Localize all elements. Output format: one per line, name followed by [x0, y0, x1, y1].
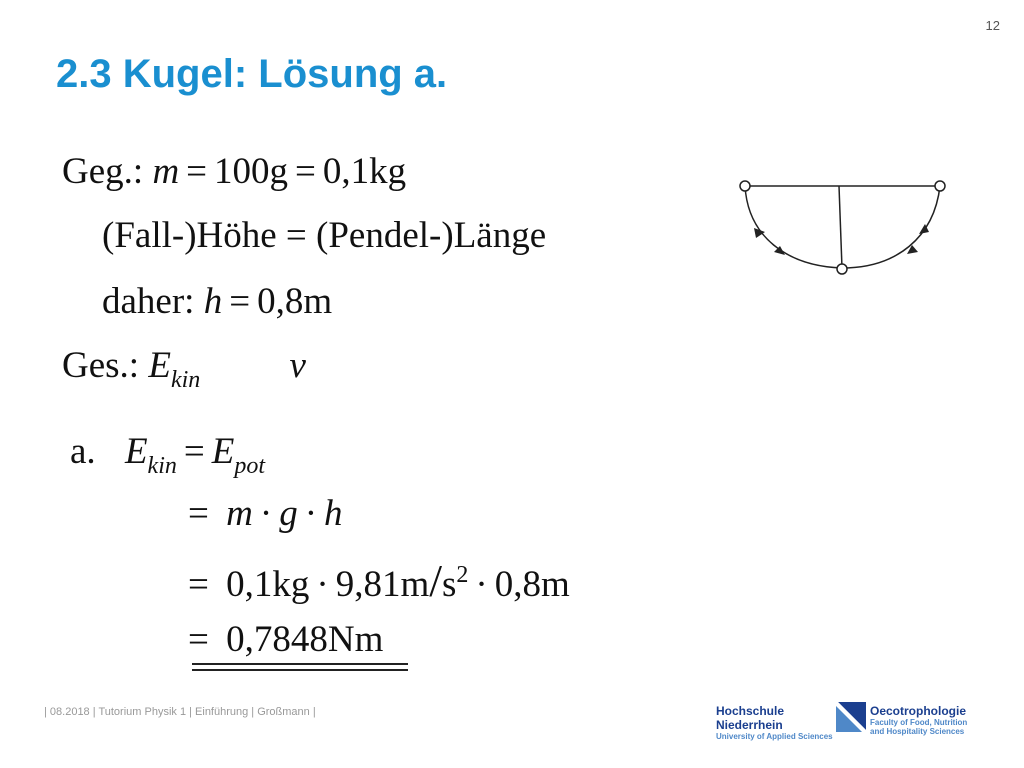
solution-line-3	[188, 554, 570, 607]
faculty-subtitle-2: and Hospitality Sciences	[870, 727, 965, 736]
faculty-name: Oecotrophologie	[870, 704, 966, 718]
multiply-dot: ·	[316, 564, 329, 605]
seconds-unit: s	[442, 564, 457, 605]
solution-line-4	[188, 618, 383, 661]
ball-circle	[837, 264, 847, 274]
slide-title: 2.3 Kugel: Lösung a.	[56, 52, 448, 96]
page-number: 12	[985, 18, 1000, 33]
height-value: 0,8m	[494, 564, 570, 605]
h-symbol: h	[203, 281, 223, 322]
mass-symbol: m	[152, 151, 180, 192]
hochschule-logo	[716, 704, 836, 742]
equals-sign: =	[188, 619, 209, 660]
equals-sign: =	[188, 564, 209, 605]
multiply-dot: ·	[475, 564, 488, 605]
fraction-slash: /	[429, 555, 443, 606]
logo-mark-icon	[836, 702, 866, 732]
left-pivot-circle	[740, 181, 750, 191]
multiply-dot: ·	[304, 493, 318, 534]
hochschule-name: Hochschule Niederrhein	[716, 704, 785, 732]
given-label: Geg.:	[62, 151, 144, 192]
e-kin-symbol: E	[124, 431, 148, 472]
solution-label: a.	[70, 431, 96, 472]
swing-arc	[745, 186, 940, 268]
kin-subscript: kin	[170, 367, 201, 393]
equals-sign: =	[295, 151, 316, 192]
given-line-height	[102, 280, 332, 323]
mass-value: 0,1kg	[226, 564, 310, 605]
given-line-height-length: (Fall-)Höhe = (Pendel-)Länge	[102, 215, 547, 256]
exponent: 2	[456, 562, 469, 588]
solution-line-1	[70, 430, 265, 480]
kin-subscript: kin	[147, 453, 177, 479]
result-value: 0,7848Nm	[226, 619, 384, 660]
v-symbol: v	[289, 345, 306, 386]
equals-sign: =	[229, 281, 251, 322]
pendulum-string	[839, 186, 842, 268]
footer-text: | 08.2018 | Tutorium Physik 1 | Einführung | Großmann |	[44, 706, 316, 718]
pendulum-diagram	[736, 176, 950, 276]
h-value: 0,8m	[257, 281, 333, 322]
mass-value-kg: 0,1kg	[322, 151, 407, 192]
wanted-line	[62, 344, 306, 394]
wanted-label: Ges.:	[62, 345, 140, 386]
h-symbol: h	[324, 493, 343, 534]
oecotrophologie-logo	[870, 704, 1000, 736]
equals-sign: =	[188, 493, 209, 534]
equals-sign: =	[186, 151, 208, 192]
result-double-underline	[192, 663, 408, 671]
multiply-dot: ·	[259, 493, 273, 534]
e-pot-symbol: E	[211, 431, 235, 472]
hochschule-subtitle: University of Applied Sciences	[716, 732, 833, 741]
mass-value-g: 100g	[214, 151, 289, 192]
g-symbol: g	[279, 493, 298, 534]
gravity-value: 9,81m	[335, 564, 430, 605]
given-line-mass	[62, 150, 406, 193]
pot-subscript: pot	[234, 453, 266, 479]
solution-line-2	[188, 492, 343, 535]
right-pivot-circle	[935, 181, 945, 191]
m-symbol: m	[226, 493, 253, 534]
equals-sign: =	[183, 431, 205, 472]
e-kin-symbol: E	[148, 345, 171, 386]
daher-label: daher:	[102, 281, 195, 322]
faculty-subtitle-1: Faculty of Food, Nutrition	[870, 718, 968, 727]
